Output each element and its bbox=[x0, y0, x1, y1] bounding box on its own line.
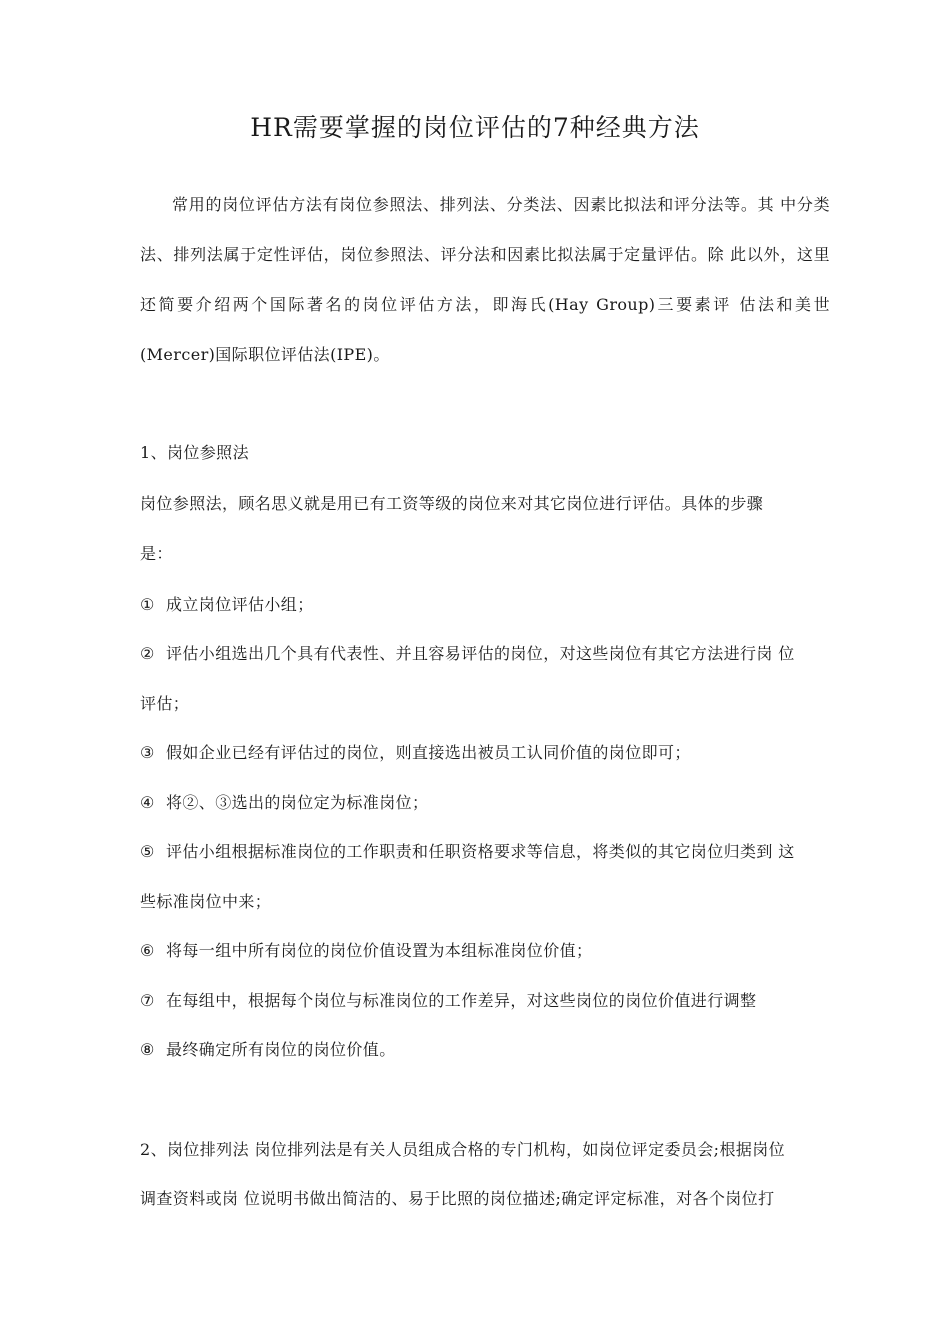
section1-heading: 1、岗位参照法 bbox=[140, 443, 249, 462]
section1-desc-line2: 是： bbox=[140, 544, 173, 563]
step-marker: ⑦ bbox=[140, 991, 155, 1010]
step-item bbox=[140, 790, 830, 816]
step-marker: ① bbox=[140, 595, 155, 614]
step-text: 假如企业已经有评估过的岗位，则直接选出被员工认同价值的岗位即可； bbox=[166, 743, 691, 762]
step-text: 成立岗位评估小组； bbox=[166, 595, 314, 614]
step-item bbox=[140, 592, 830, 618]
step-marker: ② bbox=[140, 644, 155, 663]
step-text: 评估小组根据标准岗位的工作职责和任职资格要求等信息，将类似的其它岗位归类到 这 bbox=[166, 842, 795, 861]
step-text-continuation: 些标准岗位中来； bbox=[140, 892, 272, 911]
document-title: HR需要掌握的岗位评估的7种经典方法 bbox=[250, 113, 700, 142]
section2-line2: 调查资料或岗 位说明书做出简洁的、易于比照的岗位描述;确定评定标准，对各个岗位打 bbox=[140, 1189, 775, 1208]
step-marker: ③ bbox=[140, 743, 155, 762]
step-item bbox=[140, 839, 830, 865]
step-marker: ④ bbox=[140, 793, 155, 812]
step-text: 将每一组中所有岗位的岗位价值设置为本组标准岗位价值； bbox=[166, 941, 593, 960]
step-marker: ⑤ bbox=[140, 842, 155, 861]
section1-desc-line1: 岗位参照法，顾名思义就是用已有工资等级的岗位来对其它岗位进行评估。具体的步骤 bbox=[140, 494, 764, 513]
step-item bbox=[140, 740, 830, 766]
step-item bbox=[140, 1037, 830, 1063]
intro-paragraph: 常用的岗位评估方法有岗位参照法、排列法、分类法、因素比拟法和评分法等。其 中分类法、排列法属于定性评估，岗位参照法、评分法和因素比拟法属于定量评估。除 此以外，这里还简要介绍两个国际著名的岗位评估方法，即海氏(Hay Group)三要素评 估法和美世(Mercer)国际职位评估法(IPE)。 bbox=[140, 195, 830, 364]
step-item bbox=[140, 641, 830, 667]
step-text: 将②、③选出的岗位定为标准岗位； bbox=[166, 793, 429, 812]
step-text: 评估小组选出几个具有代表性、并且容易评估的岗位，对这些岗位有其它方法进行岗 位 bbox=[166, 644, 795, 663]
step-text: 在每组中，根据每个岗位与标准岗位的工作差异，对这些岗位的岗位价值进行调整 bbox=[166, 991, 757, 1010]
step-text: 最终确定所有岗位的岗位价值。 bbox=[166, 1040, 396, 1059]
step-marker: ⑧ bbox=[140, 1040, 155, 1059]
step-marker: ⑥ bbox=[140, 941, 155, 960]
step-text-continuation: 评估； bbox=[140, 694, 190, 713]
section2-line1: 2、岗位排列法 岗位排列法是有关人员组成合格的专门机构，如岗位评定委员会;根据岗位 bbox=[140, 1140, 786, 1159]
step-item bbox=[140, 988, 830, 1014]
step-item bbox=[140, 938, 830, 964]
